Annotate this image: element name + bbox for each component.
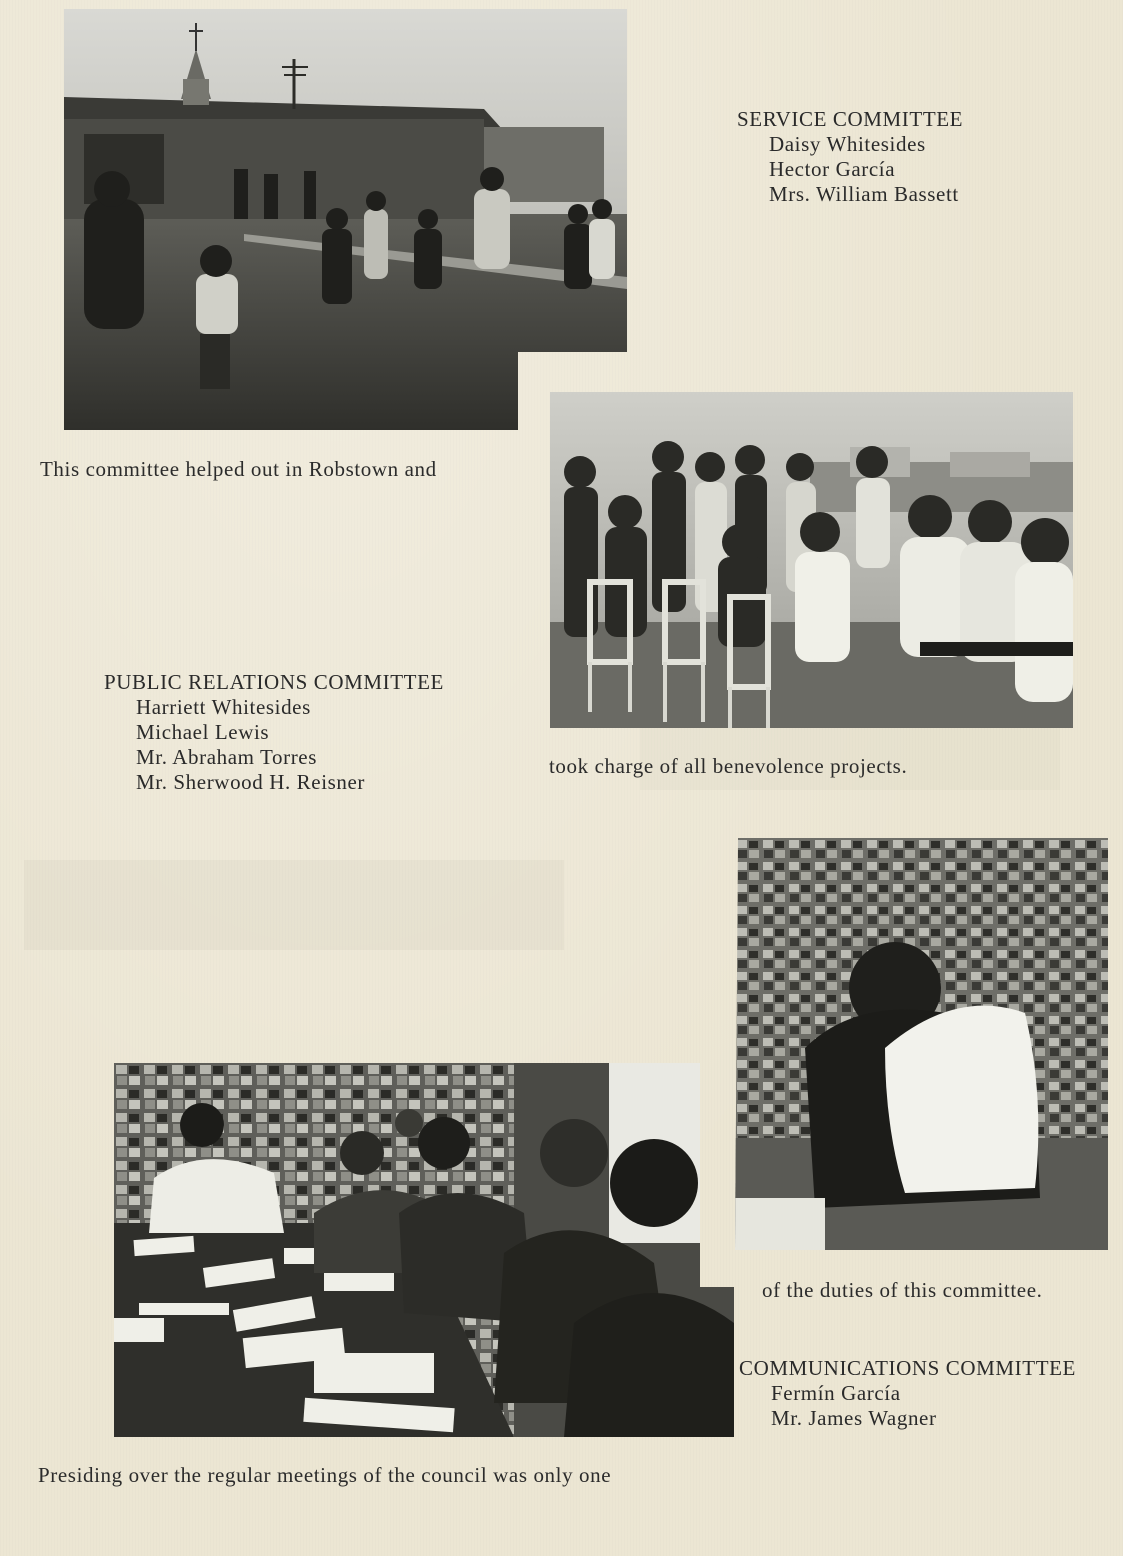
committee-member: Mr. James Wagner xyxy=(771,1406,937,1430)
caption-duties: of the duties of this committee. xyxy=(762,1278,1043,1302)
committee-member: Mr. Abraham Torres xyxy=(136,745,317,769)
service-committee-heading: SERVICE COMMITTEE xyxy=(737,107,964,131)
committee-member: Daisy Whitesides xyxy=(769,132,926,156)
caption-benevolence: took charge of all benevolence projects. xyxy=(549,754,908,778)
communications-committee-block xyxy=(739,1356,1076,1431)
service-committee-block xyxy=(737,107,963,207)
committee-member: Fermín García xyxy=(771,1381,901,1405)
public-relations-committee-block xyxy=(104,670,444,795)
photo-children-playing xyxy=(64,9,627,430)
committee-member: Mr. Sherwood H. Reisner xyxy=(136,770,366,794)
committee-member: Hector García xyxy=(769,157,896,181)
photo-council-meeting xyxy=(114,1063,734,1437)
show-through-block xyxy=(24,860,564,950)
photo-man-with-collage xyxy=(735,838,1108,1250)
photo-group-singing xyxy=(550,392,1073,728)
committee-member: Mrs. William Bassett xyxy=(769,182,959,206)
committee-member: Harriett Whitesides xyxy=(136,695,311,719)
public-relations-heading: PUBLIC RELATIONS COMMITTEE xyxy=(104,670,444,694)
caption-robstown: This committee helped out in Robstown and xyxy=(40,457,437,481)
caption-presiding: Presiding over the regular meetings of the council was only one xyxy=(38,1463,612,1487)
committee-member: Michael Lewis xyxy=(136,720,270,744)
communications-heading: COMMUNICATIONS COMMITTEE xyxy=(739,1356,1076,1380)
